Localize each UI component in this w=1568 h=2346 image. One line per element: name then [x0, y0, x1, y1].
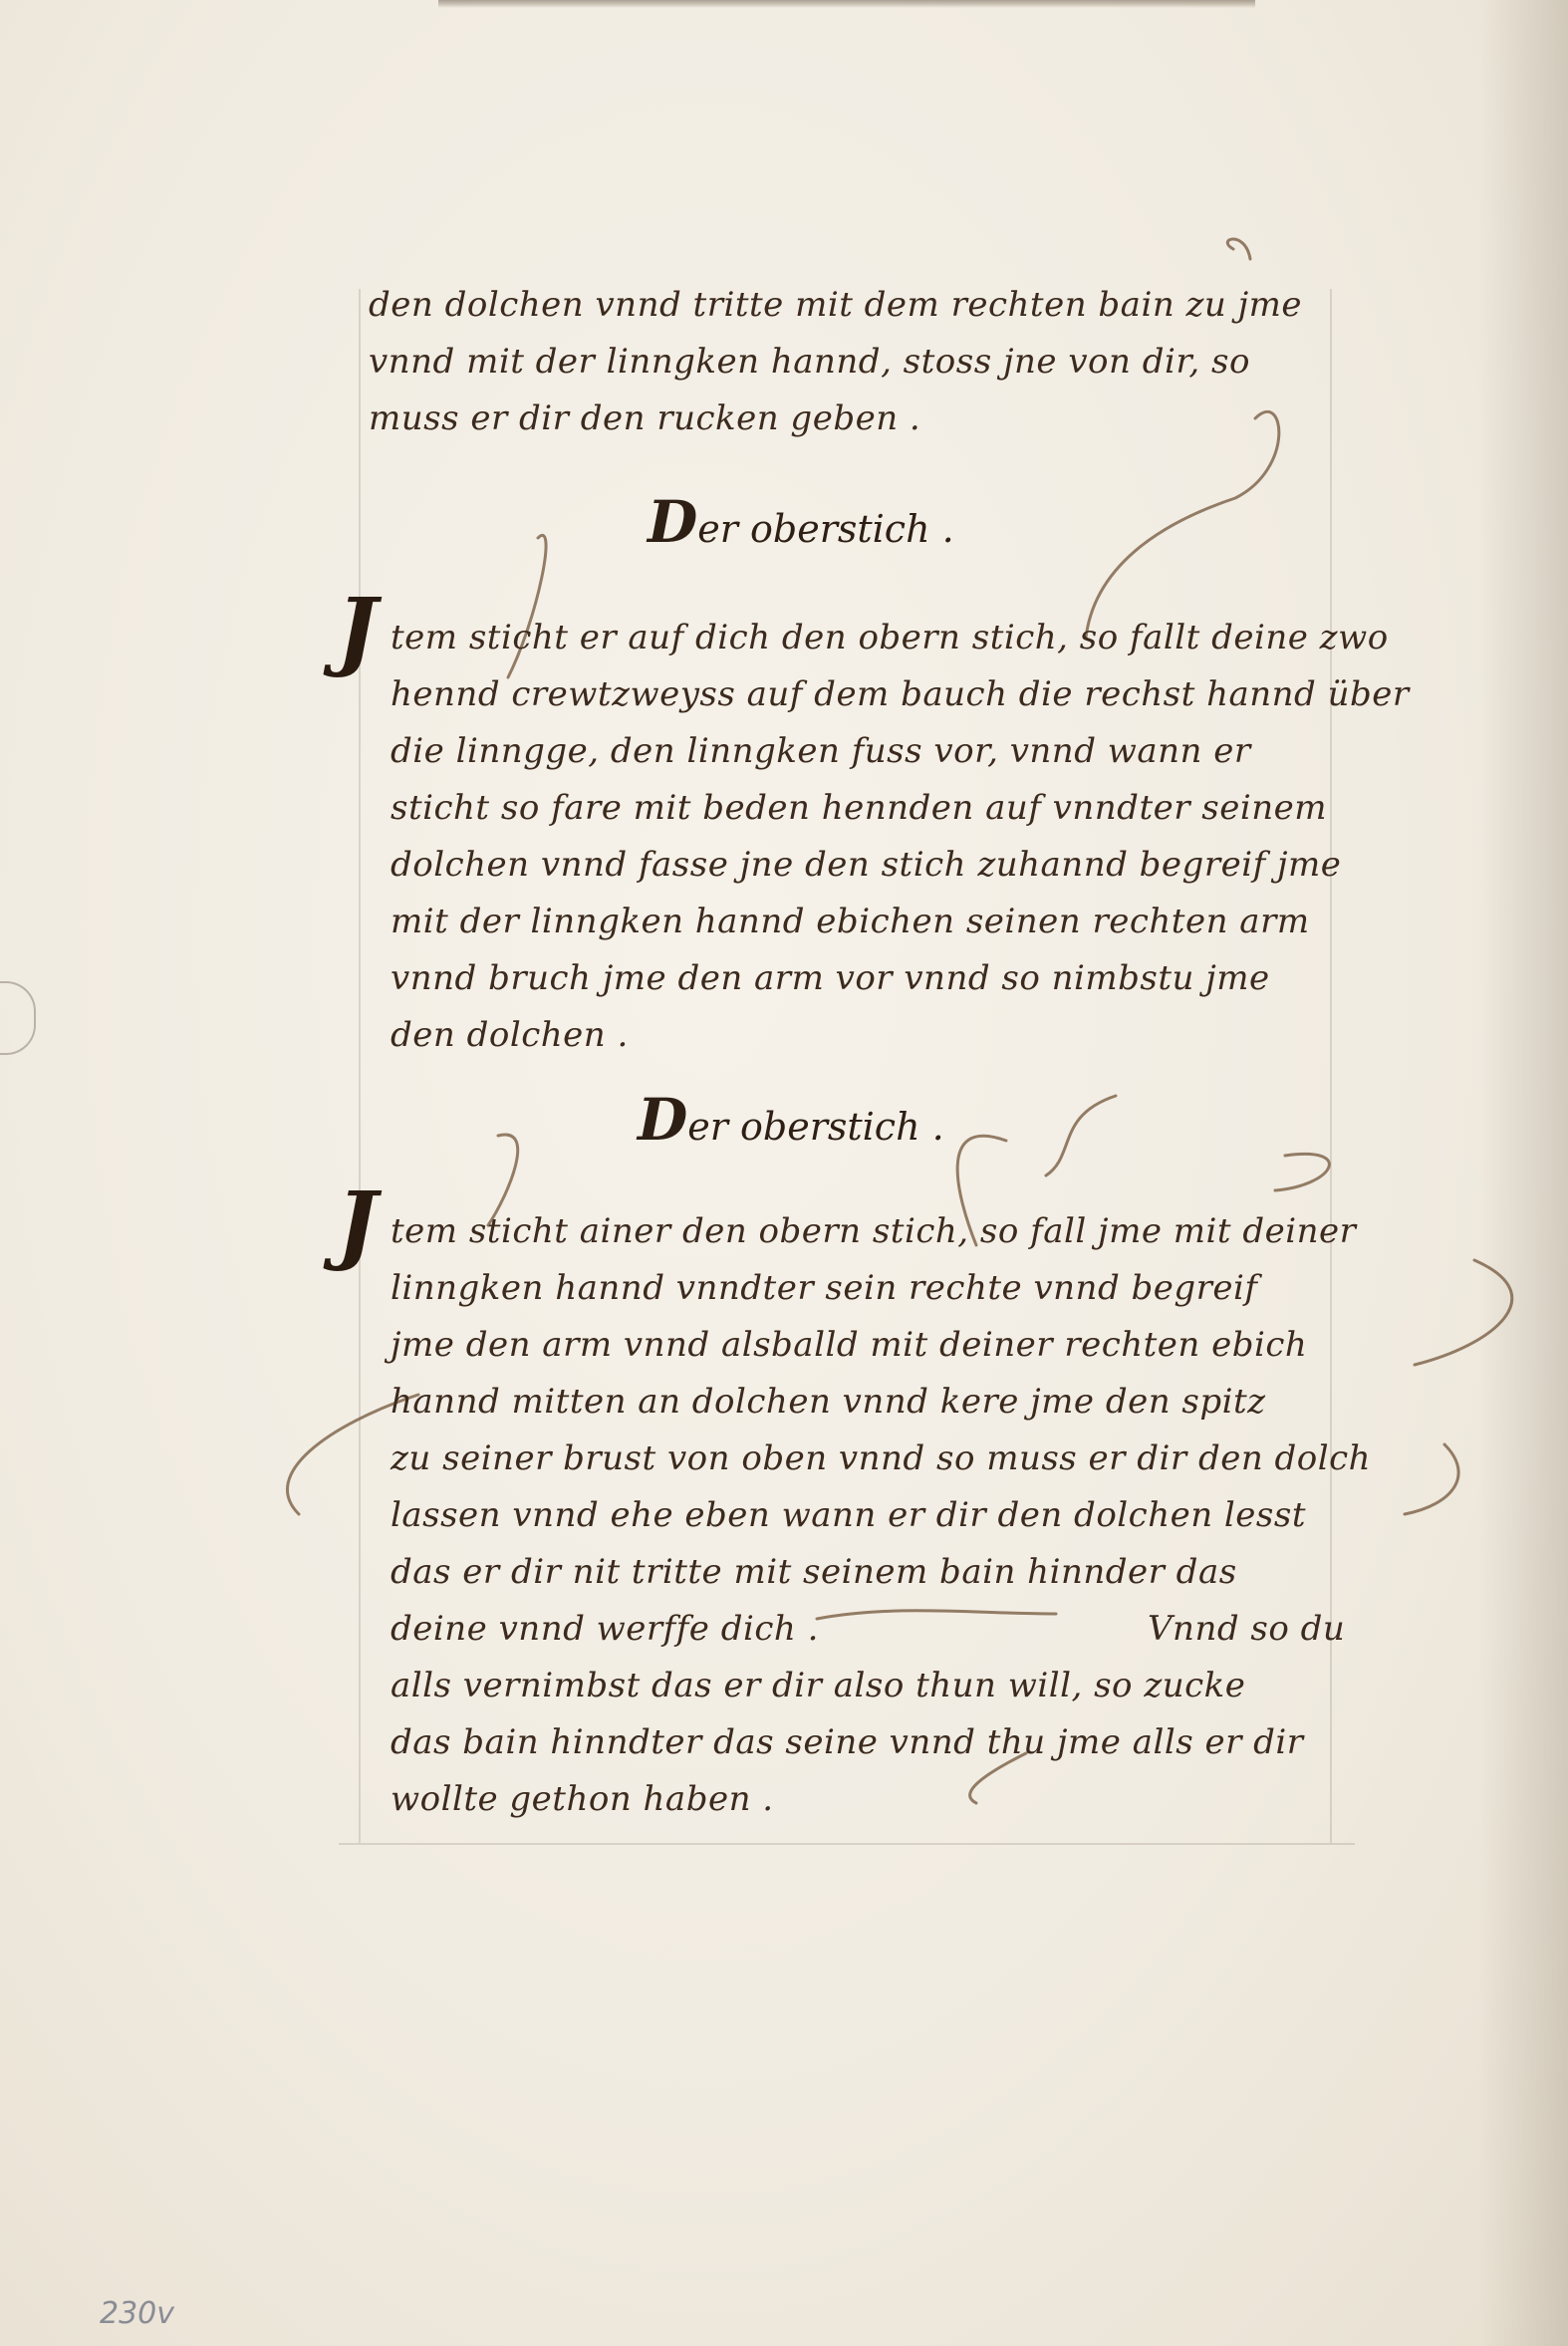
folio-number: 230v [100, 2296, 175, 2331]
text-line: vnnd mit der linngken hannd, stoss jne von dir, so [369, 342, 1250, 382]
text-line: alls vernimbst das er dir also thun will, so zucke [391, 1666, 1246, 1705]
text-line: zu seiner brust von oben vnnd so muss er dir den dolch [391, 1438, 1372, 1478]
text-line: das bain hinndter das seine vnnd thu jme alls er dir [391, 1722, 1304, 1762]
text-line: tem sticht er auf dich den obern stich, so fallt deine zwo [391, 618, 1389, 657]
text-line: sticht so fare mit beden hennden auf vnndter seinem [391, 788, 1327, 828]
section-1-drop-initial: J [337, 580, 378, 680]
text-line: muss er dir den rucken geben . [369, 398, 921, 438]
section-0-text [369, 277, 1365, 447]
text-line: tem sticht ainer den obern stich, so fall jme mit deiner [391, 1211, 1357, 1251]
text-line: jme den arm vnnd alsballd mit deiner rechten ebich [391, 1325, 1308, 1365]
section-2-drop-initial: J [337, 1173, 378, 1274]
heading-initial: D [638, 1086, 688, 1154]
heading-text: er oberstich . [697, 507, 954, 551]
text-line: linngken hannd vnndter sein rechte vnnd begreif [391, 1268, 1258, 1308]
text-line: hannd mitten an dolchen vnnd kere jme den spitz [391, 1382, 1266, 1422]
text-line: die linngge, den linngken fuss vor, vnnd wann er [391, 731, 1251, 771]
heading-text: er oberstich . [687, 1105, 944, 1149]
text-line: vnnd bruch jme den arm vor vnnd so nimbstu jme [391, 958, 1270, 998]
text-line-trailing: Vnnd so du [1148, 1609, 1346, 1649]
section-1-heading [648, 488, 954, 556]
text-line: wollte gethon haben . [391, 1779, 774, 1819]
text-line: den dolchen vnnd tritte mit dem rechten bain zu jme [369, 285, 1303, 325]
text-line: lassen vnnd ehe eben wann er dir den dolchen lesst [391, 1495, 1306, 1535]
text-line [391, 1601, 1387, 1658]
text-line: das er dir nit tritte mit seinem bain hinnder das [391, 1552, 1237, 1592]
text-line-part: deine vnnd werffe dich . [391, 1609, 819, 1649]
text-line: mit der linngken hannd ebichen seinen rechten arm [391, 902, 1310, 941]
section-1-text [391, 610, 1410, 1064]
text-line: hennd crewtzweyss auf dem bauch die rechst hannd über [391, 674, 1410, 714]
text-line: dolchen vnnd fasse jne den stich zuhannd begreif jme [391, 845, 1342, 885]
section-2-heading [638, 1086, 944, 1154]
heading-initial: D [648, 488, 698, 556]
text-line: den dolchen . [391, 1015, 629, 1055]
section-2-text [391, 1203, 1387, 1828]
